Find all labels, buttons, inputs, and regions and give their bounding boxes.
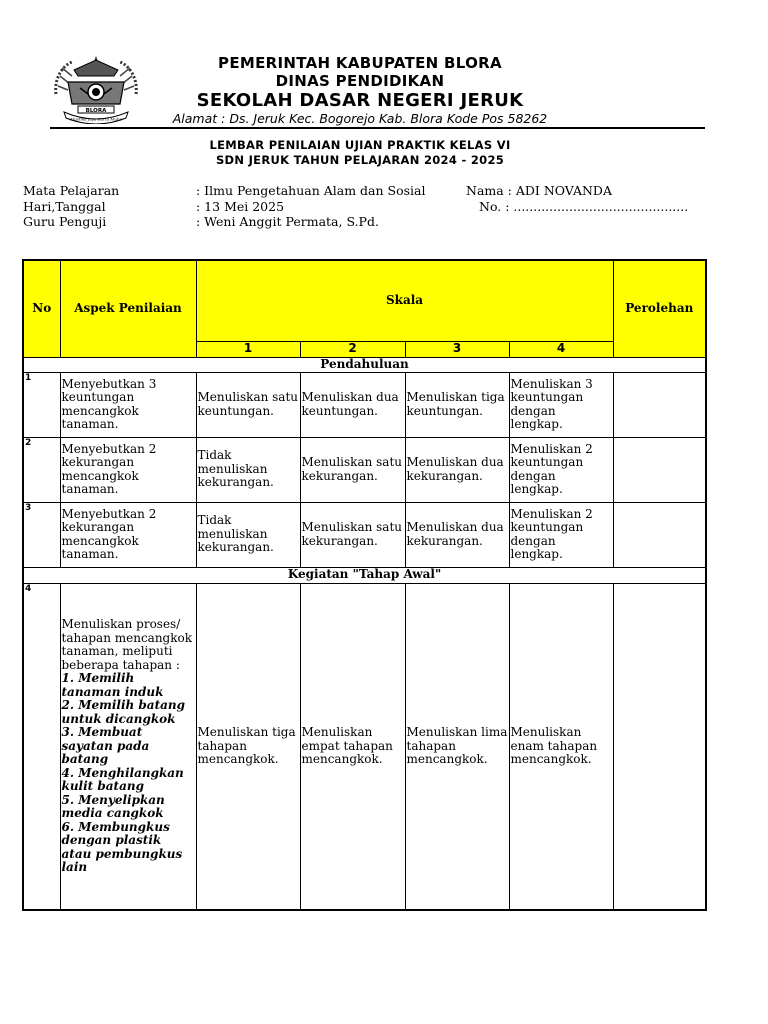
header-no: No bbox=[23, 260, 60, 357]
header-skala: Skala bbox=[196, 260, 613, 341]
school-address: Alamat : Ds. Jeruk Kec. Bogorejo Kab. Blora Kode Pos 58262 bbox=[172, 111, 548, 126]
section-tahap-awal: Kegiatan "Tahap Awal" bbox=[23, 567, 706, 583]
header-aspek: Aspek Penilaian bbox=[60, 260, 196, 357]
aspect-cell bbox=[60, 583, 196, 910]
step-item: 1. Memilih tanaman induk bbox=[61, 671, 164, 699]
row-number: 4 bbox=[23, 583, 60, 910]
score-cell[interactable] bbox=[613, 437, 706, 502]
scale-3: 3 bbox=[405, 341, 509, 357]
form-title: LEMBAR PENILAIAN UJIAN PRAKTIK KELAS VI bbox=[209, 138, 511, 152]
student-number: No. : ............................................ bbox=[479, 199, 689, 214]
scale4-cell: Menuliskan 2 keuntungan dengan lengkap. bbox=[509, 437, 613, 502]
aspect-intro: Menuliskan proses/ tahapan mencangkok tanaman, meliputi beberapa tahapan : bbox=[61, 617, 192, 672]
scale-4: 4 bbox=[509, 341, 613, 357]
date-label: Hari,Tanggal bbox=[23, 199, 106, 214]
scale4-cell: Menuliskan 2 keuntungan dengan lengkap. bbox=[509, 502, 613, 567]
table-row bbox=[23, 502, 706, 567]
row-number: 1 bbox=[23, 372, 60, 437]
student-name: Nama : ADI NOVANDA bbox=[466, 183, 612, 198]
government-heading: PEMERINTAH KABUPATEN BLORA bbox=[218, 54, 502, 72]
scale4-cell: Menuliskan 3 keuntungan dengan lengkap. bbox=[509, 372, 613, 437]
scale4-cell: Menuliskan enam tahapan mencangkok. bbox=[509, 583, 613, 910]
section-pendahuluan: Pendahuluan bbox=[23, 357, 706, 372]
step-item: 2. Memilih batang untuk dicangkok bbox=[61, 698, 185, 726]
department-heading: DINAS PENDIDIKAN bbox=[275, 72, 445, 90]
scale1-cell: Menuliskan tiga tahapan mencangkok. bbox=[196, 583, 300, 910]
aspect-cell: Menyebutkan 2 kekurangan mencangkok tanaman. bbox=[60, 437, 196, 502]
scale1-cell: Tidak menuliskan kekurangan. bbox=[196, 502, 300, 567]
scale1-cell: Menuliskan satu keuntungan. bbox=[196, 372, 300, 437]
letterhead-divider bbox=[50, 127, 705, 129]
examiner-label: Guru Penguji bbox=[23, 214, 107, 229]
table-row bbox=[23, 372, 706, 437]
row-number: 2 bbox=[23, 437, 60, 502]
row-number: 3 bbox=[23, 502, 60, 567]
score-cell[interactable] bbox=[613, 372, 706, 437]
subject-label: Mata Pelajaran bbox=[23, 183, 120, 198]
score-cell[interactable] bbox=[613, 583, 706, 910]
table-row bbox=[23, 437, 706, 502]
scale3-cell: Menuliskan dua kekurangan. bbox=[405, 502, 509, 567]
step-item: 5. Menyelipkan media cangkok bbox=[61, 792, 165, 820]
aspect-cell: Menyebutkan 2 kekurangan mencangkok tanaman. bbox=[60, 502, 196, 567]
scale-2: 2 bbox=[300, 341, 405, 357]
scale2-cell: Menuliskan satu kekurangan. bbox=[300, 502, 405, 567]
scale3-cell: Menuliskan dua kekurangan. bbox=[405, 437, 509, 502]
examiner-value: : Weni Anggit Permata, S.Pd. bbox=[196, 214, 379, 229]
district-emblem-logo bbox=[50, 54, 142, 124]
step-item: 6. Membungkus dengan plastik atau pembungkus lain bbox=[61, 819, 183, 874]
logo-motto-text: Mustika Jaya Karta Mulia bbox=[70, 116, 122, 122]
school-name-heading: SEKOLAH DASAR NEGERI JERUK bbox=[196, 90, 524, 111]
date-value: : 13 Mei 2025 bbox=[196, 199, 285, 214]
step-item: 3. Membuat sayatan pada batang bbox=[61, 725, 150, 766]
step-item: 4. Menghilangkan kulit batang bbox=[61, 765, 184, 793]
subject-value: : Ilmu Pengetahuan Alam dan Sosial bbox=[196, 183, 426, 198]
scale3-cell: Menuliskan tiga keuntungan. bbox=[405, 372, 509, 437]
aspect-cell: Menyebutkan 3 keuntungan mencangkok tanaman. bbox=[60, 372, 196, 437]
scale3-cell: Menuliskan lima tahapan mencangkok. bbox=[405, 583, 509, 910]
header-perolehan: Perolehan bbox=[613, 260, 706, 357]
scale1-cell: Tidak menuliskan kekurangan. bbox=[196, 437, 300, 502]
score-cell[interactable] bbox=[613, 502, 706, 567]
scale2-cell: Menuliskan dua keuntungan. bbox=[300, 372, 405, 437]
table-row bbox=[23, 583, 706, 910]
scale-1: 1 bbox=[196, 341, 300, 357]
scale2-cell: Menuliskan satu kekurangan. bbox=[300, 437, 405, 502]
logo-ribbon-text: BLORA bbox=[85, 108, 107, 114]
assessment-table bbox=[22, 259, 707, 911]
form-subtitle: SDN JERUK TAHUN PELAJARAN 2024 - 2025 bbox=[215, 153, 505, 167]
scale2-cell: Menuliskan empat tahapan mencangkok. bbox=[300, 583, 405, 910]
